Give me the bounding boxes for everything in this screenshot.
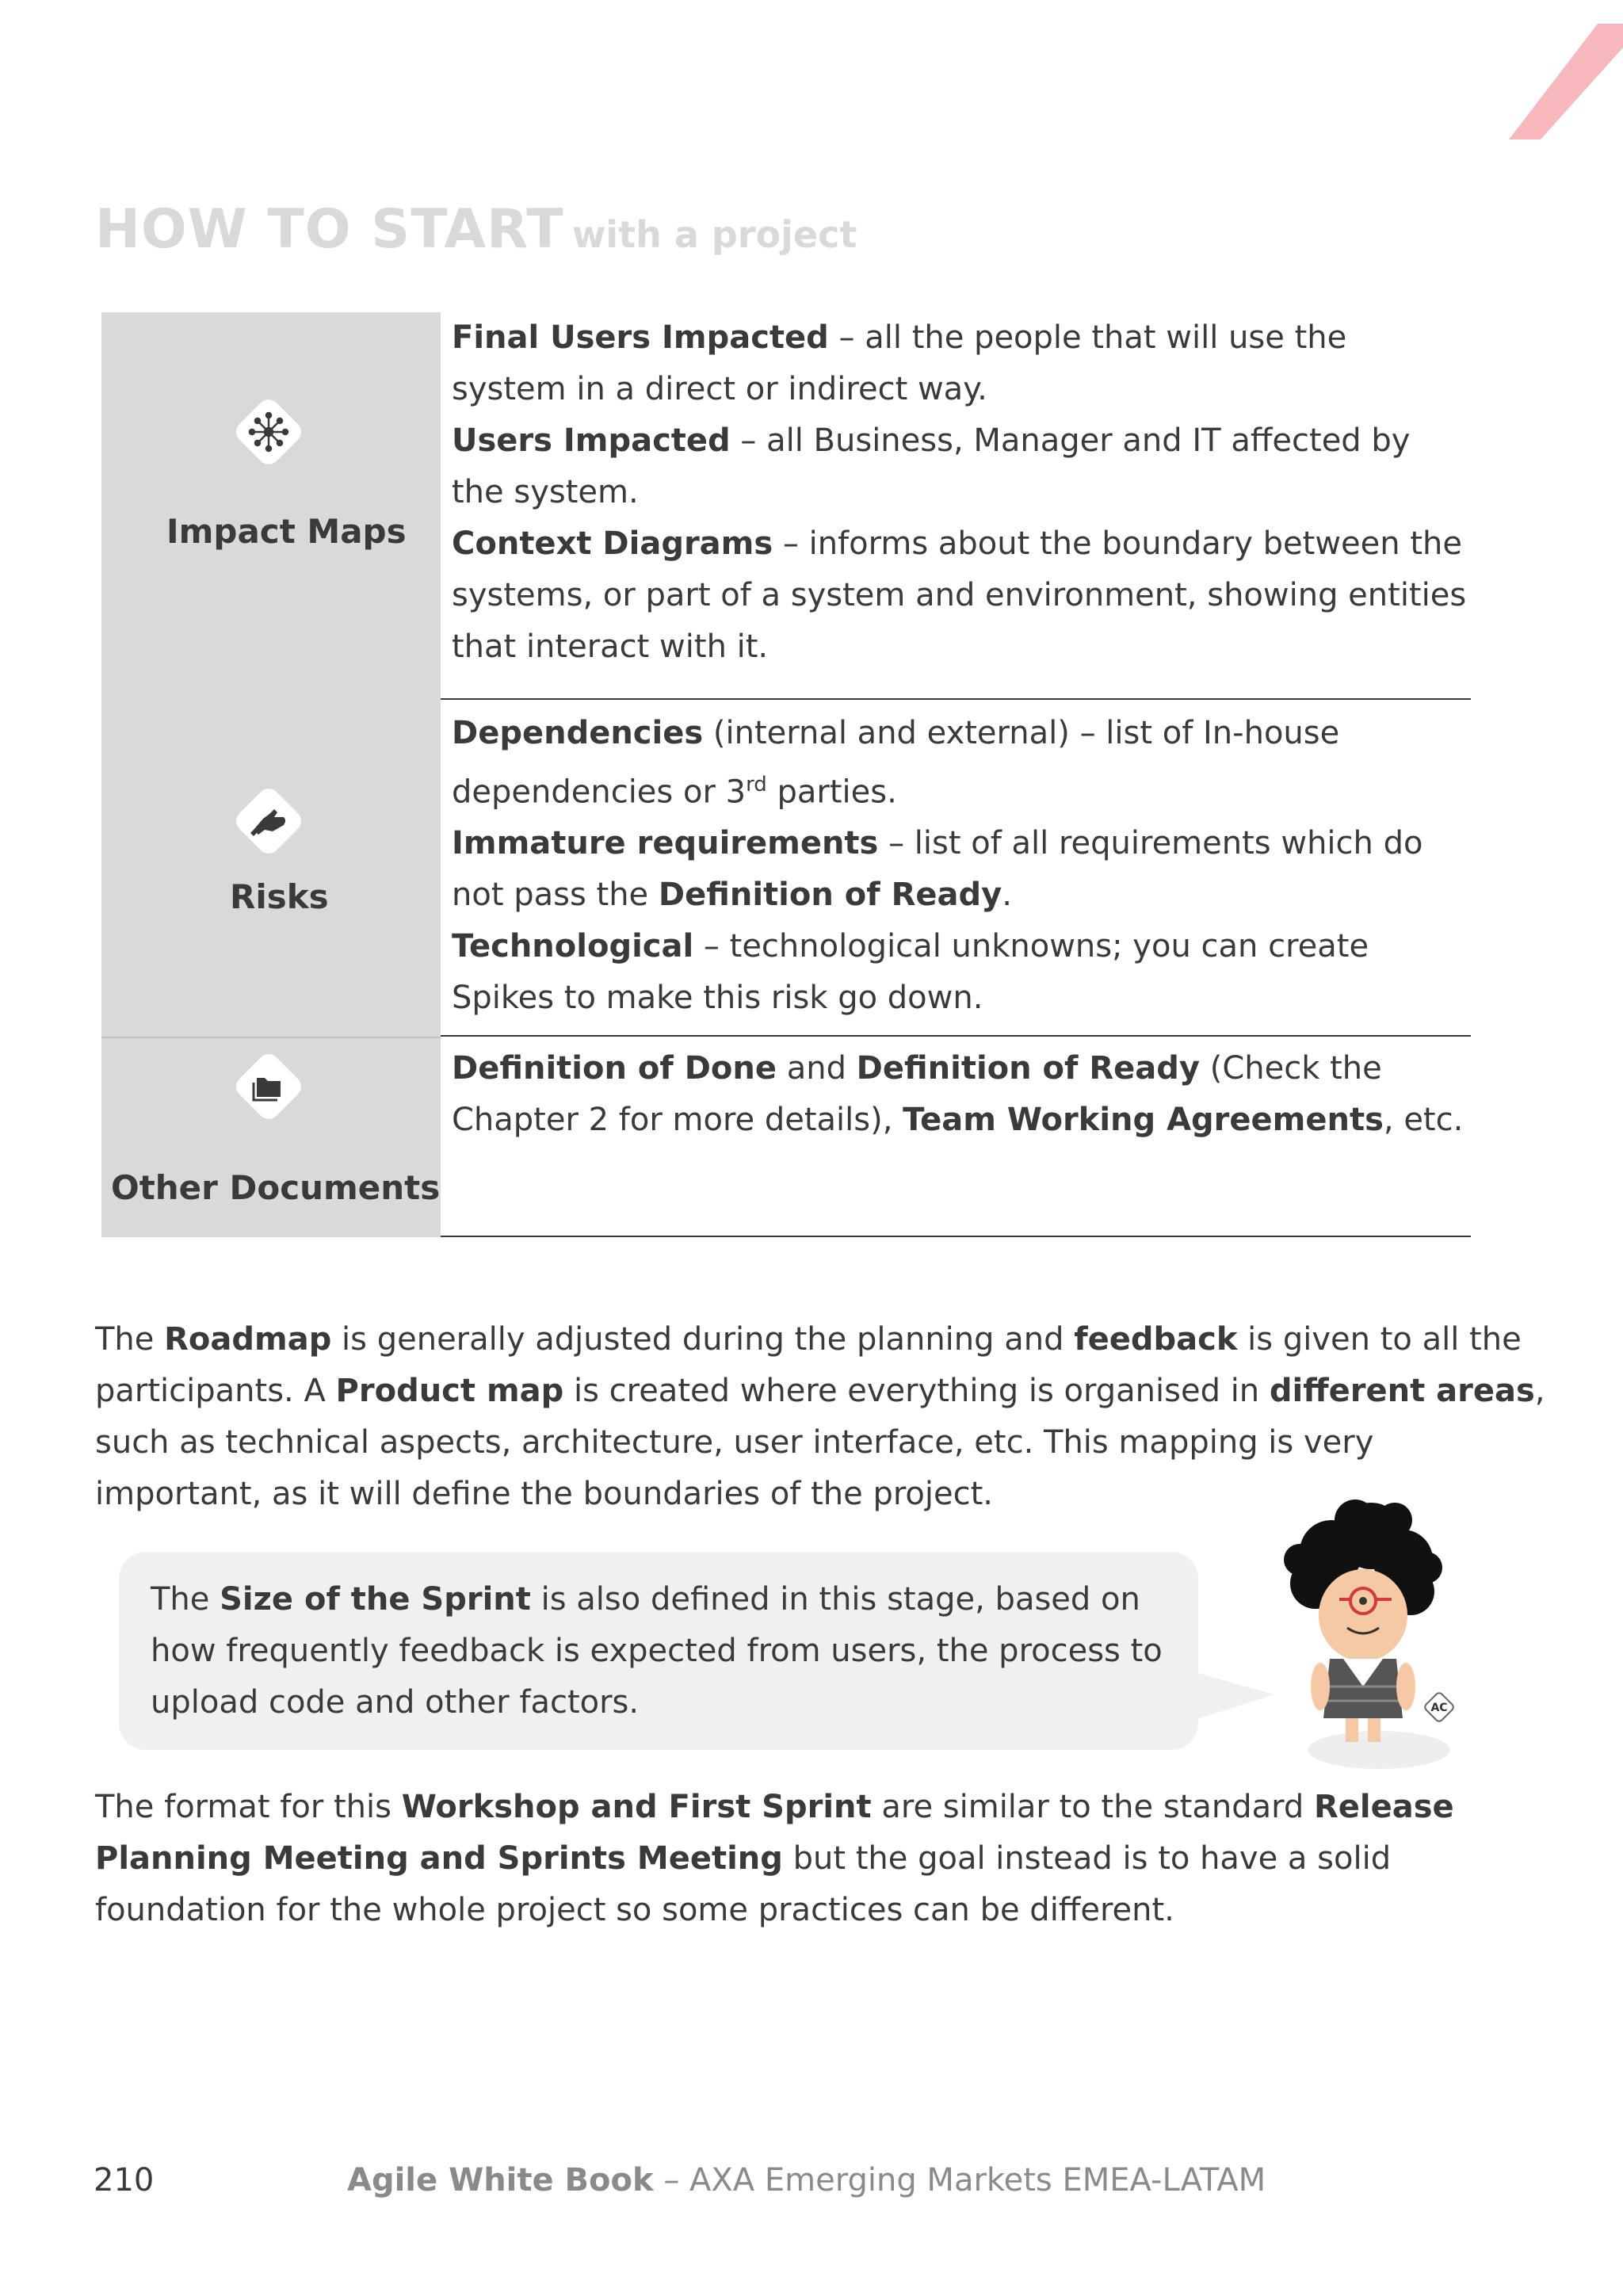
entry-context-diagrams: Context Diagrams – informs about the boundary between the systems, or part of a system and environment, showing entities that interact with it. [452,525,1467,665]
row-label: Impact Maps [166,512,407,551]
folder-icon [225,1043,312,1130]
sprint-size-callout: The Size of the Sprint is also defined in this stage, based on how frequently feedback is expected from users, the process to upload code and other factors. [119,1552,1198,1750]
entry-other-docs: Definition of Done and Definition of Ready (Check the Chapter 2 for more details), Team Working Agreements, etc. [452,1050,1464,1138]
row-content-cell [441,312,1471,700]
table-row-risks [101,700,1471,1037]
row-label-cell [101,312,441,700]
entry-dependencies: Dependencies (internal and external) – list of In-house dependencies or 3rd parties. [452,715,1340,811]
entry-technological: Technological – technological unknowns; you can create Spikes to make this risk go down. [452,928,1369,1017]
row-label-cell [101,1037,441,1237]
row-label: Risks [230,877,329,916]
artifacts-table [101,312,1471,1237]
hand-icon [225,777,312,865]
roadmap-paragraph: The Roadmap is generally adjusted during the planning and feedback is given to all the participants. A Product map is created where everything is organised in different areas, such as technical aspects, architecture, user interface, etc. This mapping is very important, as it will define the boundaries of the project. [95,1321,1545,1512]
row-label: Other Documents [111,1168,441,1207]
entry-final-users: Final Users Impacted – all the people that will use the system in a direct or indirect way. [452,319,1347,407]
entry-immature-requirements: Immature requirements – list of all requirements which do not pass the Definition of Ready. [452,825,1423,914]
entry-users-impacted: Users Impacted – all Business, Manager and IT affected by the system. [452,422,1411,510]
network-icon [225,388,312,476]
table-row-other-documents [101,1037,1471,1237]
row-content-cell [441,1037,1471,1237]
workshop-paragraph: The format for this Workshop and First Sprint are similar to the standard Release Planning Meeting and Sprints Meeting but the goal instead is to have a solid foundation for the whole project so some practices can be different. [95,1789,1454,1928]
row-label-cell [101,700,441,1037]
table-row-impact-maps [101,312,1471,700]
page-heading [95,198,857,261]
footer-book-title: Agile White Book – AXA Emerging Markets EMEA-LATAM [347,2162,1266,2199]
corner-slash-decoration [1496,16,1623,151]
heading-sub: with a project [571,213,857,256]
mascot-badge: AC [1430,1702,1448,1714]
heading-main: HOW TO START [95,198,564,261]
row-content-cell [441,700,1471,1037]
mascot-illustration [1252,1488,1474,1805]
page-number: 210 [94,2162,155,2199]
row-divider [101,1037,441,1038]
